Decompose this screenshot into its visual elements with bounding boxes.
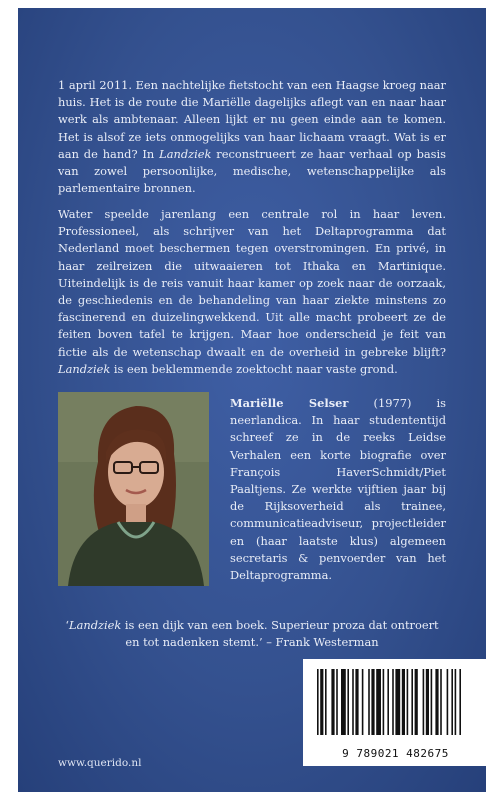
review-quote (58, 617, 446, 651)
author-photo (58, 392, 209, 586)
synopsis-text: Water speelde jarenlang een centrale rol in haar leven. Professioneel, als schrijver van het Deltaprogramma dat Nederland moet beschermen tegen overstromingen. En privé, in haar zeilreizen die uitwaaieren tot Ithaka en Martinique. Uiteindelijk is de reis vanuit haar kamer op zoek naar de oorzaak, de geschiedenis en de behandeling van haar ziekte minstens zo fascinerend en duizelingwekkend. Uit alle macht probeert ze de feiten boven tafel te krijgen. Maar hoe onderscheid je feit van fictie als de wetenschap dwaalt en de overheid in gebreke blijft? (58, 207, 446, 359)
synopsis-paragraph-1 (58, 77, 446, 197)
author-name: Mariëlle Selser (230, 396, 349, 410)
quote-text: is een dijk van een boek. Superieur proza dat ontroert en tot nadenken stemt.’ – Frank Westerman (121, 618, 439, 650)
publisher-website: www.querido.nl (58, 757, 142, 769)
synopsis-paragraph-2 (58, 206, 446, 378)
isbn-barcode (303, 659, 488, 766)
book-title: Landziek (159, 146, 212, 161)
book-title: Landziek (69, 618, 122, 632)
isbn-number: 9 789021 482675 (342, 747, 449, 760)
author-bio-text: (1977) is neerlandica. In haar studententijd schreef ze in de reeks Leidse Verhalen een korte biografie over François HaverSchmidt/Piet Paaltjens. Ze werkte vijftien jaar bij de Rijksoverheid als trainee, communicatieadviseur, projectleider en (haar laatste klus) algemeen secretaris & penvoerder van het Deltaprogramma. (230, 396, 446, 583)
synopsis-text: 1 april 2011. Een nachtelijke fietstocht van een Haagse kroeg naar huis. Het is de route die Mariëlle dagelijks aflegt van en naar haar werk als ambtenaar. Alleen lijkt er nu geen einde aan te komen. Het is alsof ze iets onmogelijks van haar lichaam vraagt. Wat is er aan de hand? In (58, 78, 446, 161)
quote-open-mark: ‘ (65, 618, 69, 632)
barcode-icon (303, 659, 488, 749)
synopsis-text: is een beklemmende zoektocht naar vaste grond. (110, 361, 398, 376)
author-bio (230, 395, 446, 584)
book-title: Landziek (58, 361, 111, 376)
synopsis-text: reconstrueert ze haar verhaal op basis van zowel persoonlijke, medische, wetenschappelijke als parlementaire bronnen. (58, 146, 447, 196)
